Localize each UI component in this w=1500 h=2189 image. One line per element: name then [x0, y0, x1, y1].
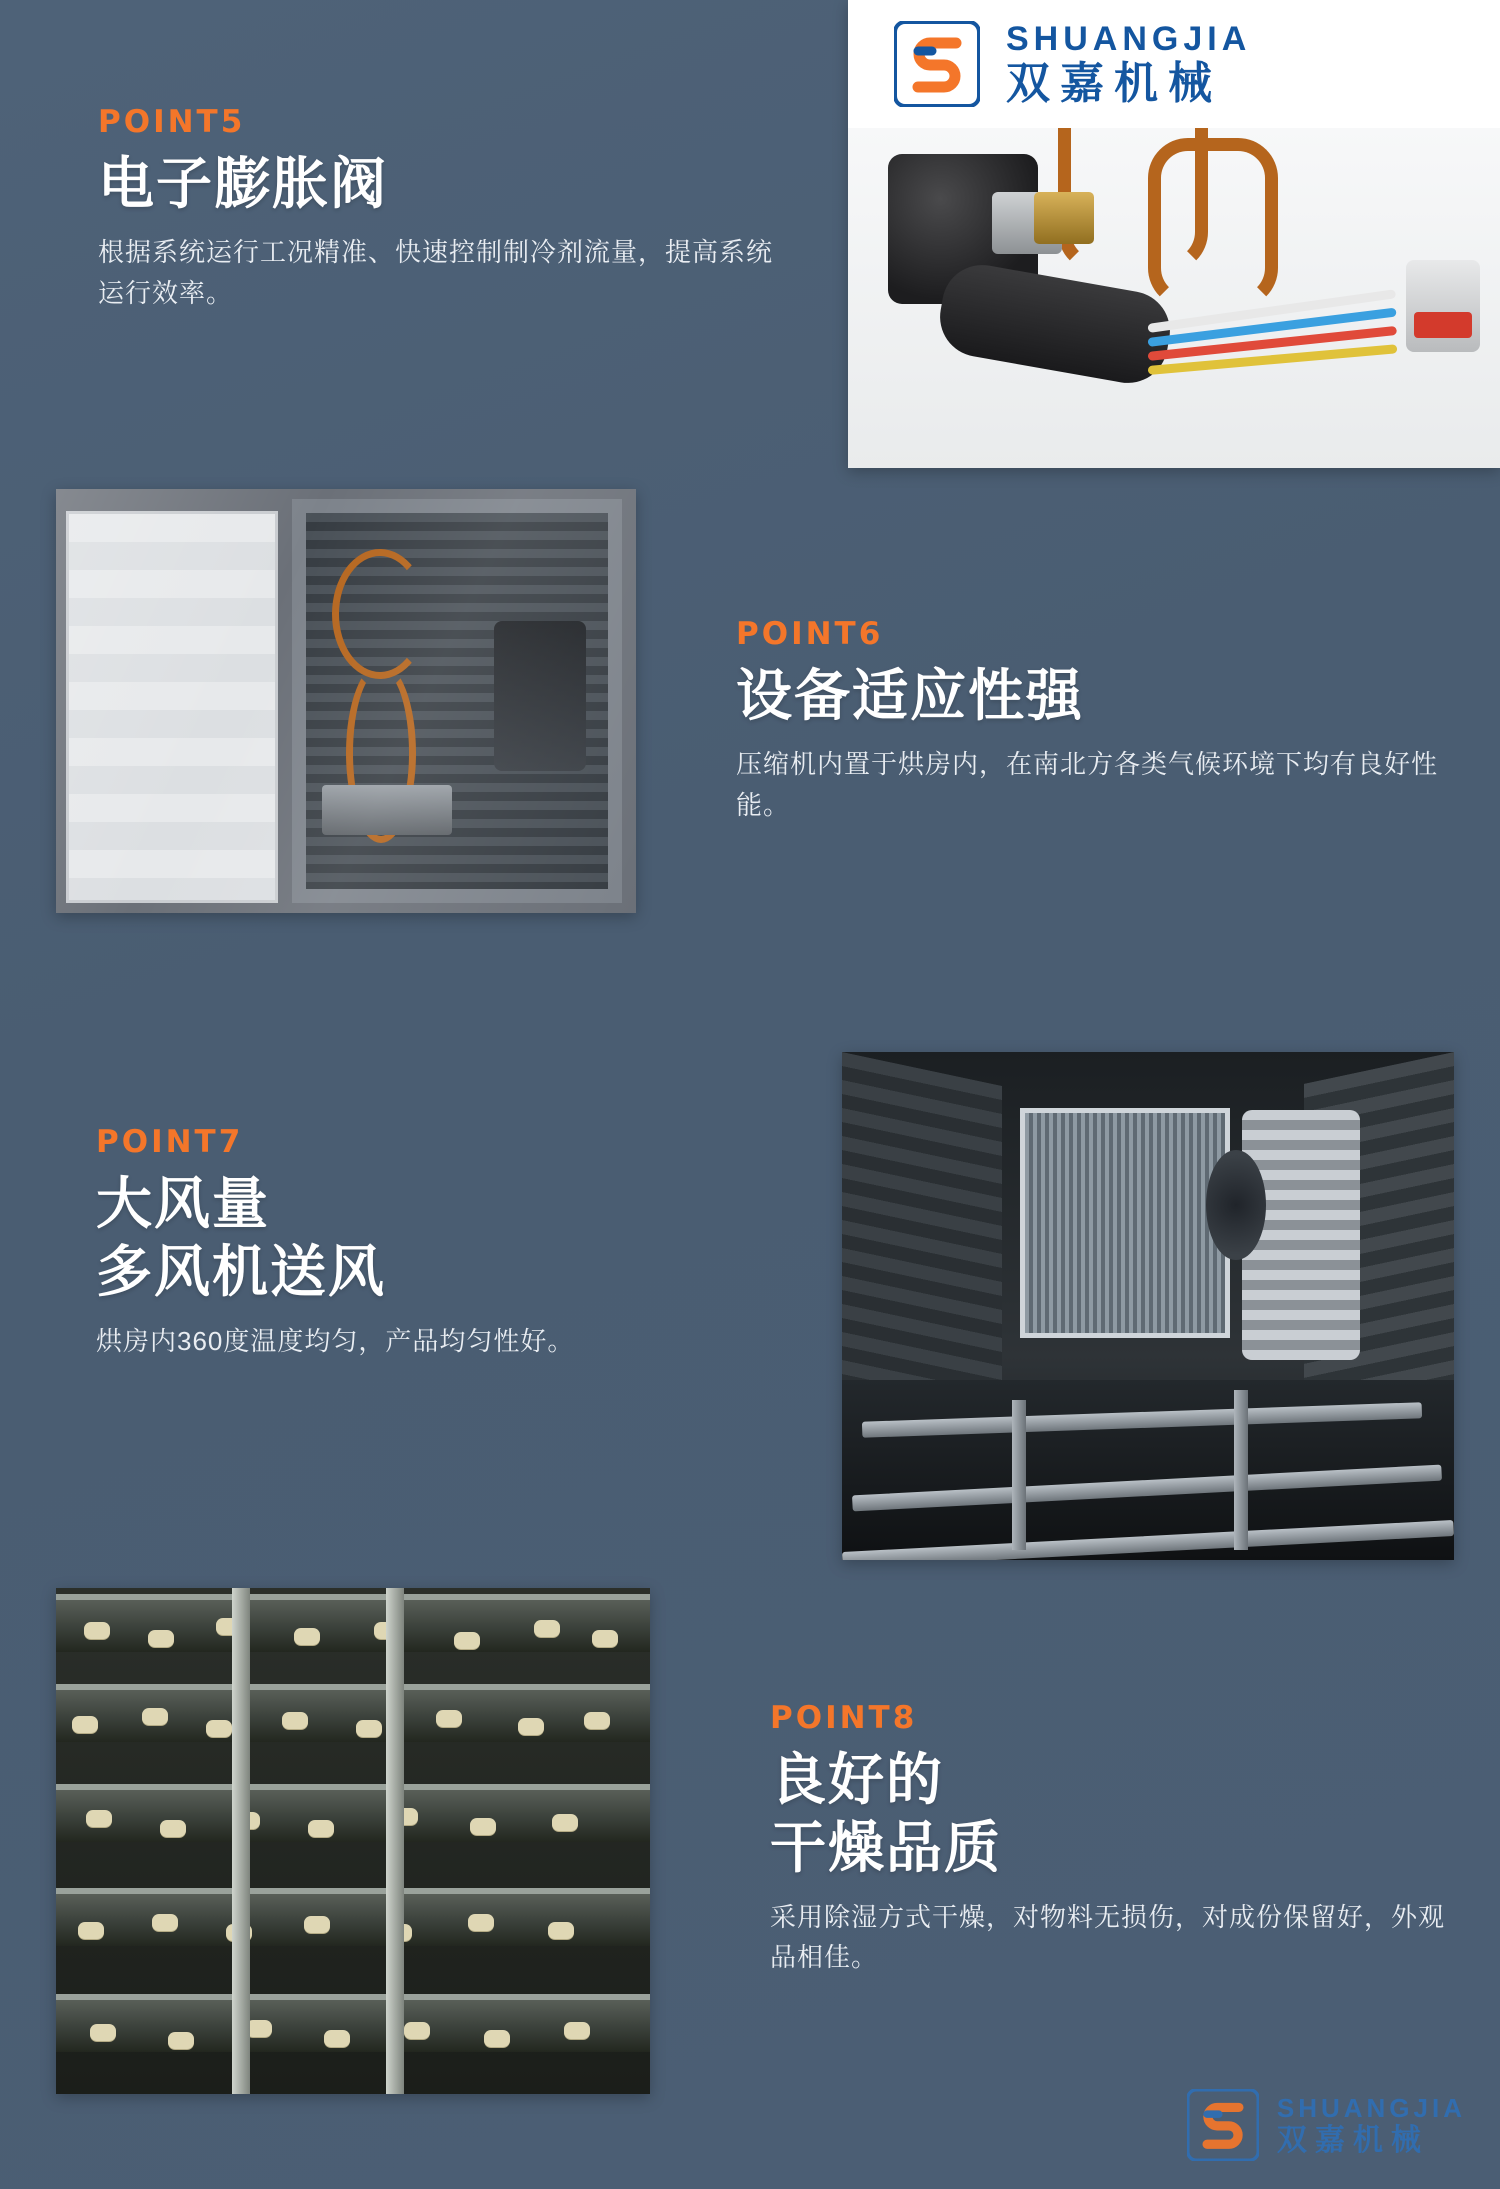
sj-monogram-icon [894, 21, 980, 107]
point8-title-line2: 干燥品质 [770, 1816, 1002, 1880]
room-wall [56, 489, 636, 913]
brand-chinese: 双嘉机械 [1006, 59, 1222, 108]
tray-row [56, 1684, 650, 1742]
point6-text-block [736, 616, 1456, 825]
point8-title-line1: 良好的 [770, 1748, 944, 1811]
tray-row [56, 1594, 650, 1652]
tray-row [56, 1888, 650, 1946]
multi-fan-air-duct-photo [842, 1052, 1454, 1560]
valve-cable-sleeve [934, 259, 1176, 390]
point7-title-line1: 大风量 [96, 1172, 270, 1235]
valve-connector-plug [1406, 260, 1480, 352]
watermark-sj-monogram-icon [1187, 2089, 1259, 2161]
evaporator-coil [1020, 1108, 1230, 1338]
point8-description: 采用除湿方式干燥，对物料无损伤，对成份保留好，外观品相佳。 [770, 1901, 1446, 1972]
point7-label: POINT7 [96, 1124, 244, 1160]
watermark-latin: SHUANGJIA [1276, 2092, 1466, 2123]
blower-fan [1242, 1110, 1360, 1360]
point8-label: POINT8 [770, 1700, 918, 1736]
point6-title: 设备适应性强 [736, 664, 1084, 727]
watermark [1187, 2089, 1466, 2161]
compressor-in-drying-room-photo [56, 489, 636, 913]
valve-brass-body [1034, 192, 1094, 244]
insulated-door-panel [66, 511, 278, 903]
point7-title-line2: 多风机送风 [96, 1240, 386, 1304]
drying-trays-product-photo [56, 1588, 650, 2094]
point5-text-block [98, 104, 798, 313]
support-post-2 [1234, 1390, 1248, 1550]
point7-title [96, 1170, 746, 1307]
brand-logo-bar [848, 0, 1500, 128]
point6-description: 压缩机内置于烘房内，在南北方各类气候环境下均有良好性能。 [736, 749, 1439, 820]
tray-row [56, 1994, 650, 2052]
valve-photo-body [848, 128, 1500, 468]
rack-vertical-frame-1 [232, 1588, 250, 2094]
electronic-expansion-valve-photo [848, 0, 1500, 468]
point6-label: POINT6 [736, 616, 884, 652]
watermark-chinese: 双嘉机械 [1276, 2123, 1429, 2157]
point7-description: 烘房内360度温度均匀，产品均匀性好。 [96, 1325, 575, 1356]
base-equipment [322, 785, 452, 835]
brand-latin: SHUANGJIA [1006, 20, 1252, 58]
door-opening [292, 499, 622, 903]
point5-title: 电子膨胀阀 [98, 152, 388, 215]
rack-vertical-frame-2 [386, 1588, 404, 2094]
point7-text-block [96, 1124, 746, 1361]
point8-text-block [770, 1700, 1460, 1977]
copper-pipe-upper [332, 549, 428, 679]
copper-pipe-right [1148, 138, 1278, 308]
point5-description: 根据系统运行工况精准、快速控制制冷剂流量，提高系统运行效率。 [98, 237, 774, 308]
point8-title [770, 1746, 1460, 1883]
tray-row [56, 1784, 650, 1842]
point5-label: POINT5 [98, 104, 246, 140]
watermark-text [1276, 2092, 1466, 2157]
compressor-unit [494, 621, 586, 771]
brand-text [1006, 22, 1251, 106]
support-post-1 [1012, 1400, 1026, 1550]
